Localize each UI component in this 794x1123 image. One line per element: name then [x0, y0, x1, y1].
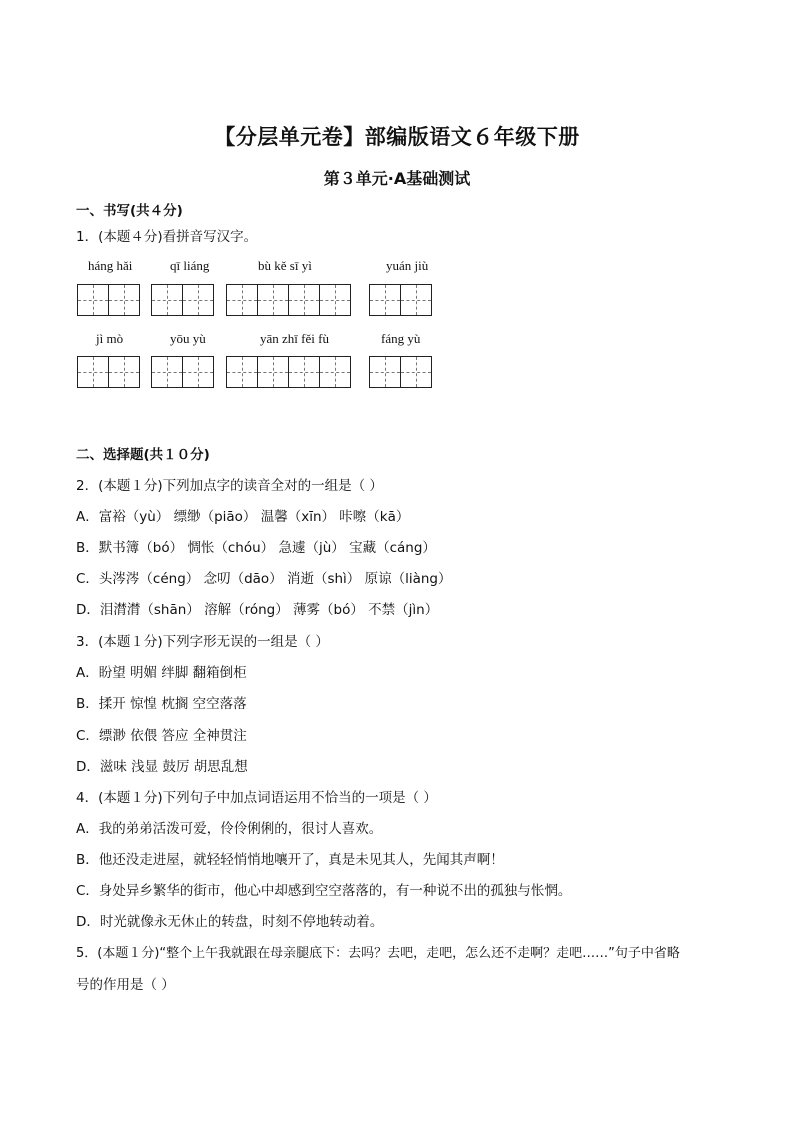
option-d: D．时光就像永无休止的转盘，时刻不停地转动着。: [76, 914, 384, 930]
writing-box[interactable]: [226, 284, 258, 316]
writing-box[interactable]: [319, 356, 351, 388]
writing-box[interactable]: [108, 284, 140, 316]
writing-box-group: [369, 284, 431, 316]
writing-box[interactable]: [151, 356, 183, 388]
writing-box[interactable]: [77, 356, 109, 388]
pinyin-label: yuán jiù: [386, 258, 429, 273]
section-heading-writing: 一、书写(共４分): [76, 203, 183, 219]
writing-box[interactable]: [400, 284, 432, 316]
option-a: A．盼望 明媚 绊脚 翻箱倒柜: [76, 665, 247, 681]
writing-box[interactable]: [226, 356, 258, 388]
question-5: 5．(本题１分)“整个上午我就跟在母亲腿底下：去吗？去吧，走吧，怎么还不走啊？走吧……”句子中省略: [76, 946, 680, 961]
pinyin-label: fáng yù: [381, 331, 421, 346]
writing-box-group: [77, 284, 139, 316]
option-b: B．他还没走进屋，就轻轻悄悄地嚷开了，真是未见其人，先闻其声啊！: [76, 852, 504, 868]
writing-box[interactable]: [108, 356, 140, 388]
writing-box[interactable]: [182, 284, 214, 316]
writing-box[interactable]: [257, 284, 289, 316]
pinyin-label: qī liáng: [170, 258, 210, 273]
option-b: B．揉开 惊惶 枕搁 空空落落: [76, 696, 247, 712]
writing-box[interactable]: [288, 356, 320, 388]
pinyin-label: bù kě sī yì: [258, 258, 312, 273]
option-d: D．泪潸潸（shān） 溶解（róng） 薄雾（bó） 不禁（jìn）: [76, 602, 439, 618]
section-heading-choice: 二、选择题(共１０分): [76, 447, 210, 463]
pinyin-label: háng hǎi: [88, 258, 133, 273]
writing-box-group: [77, 356, 139, 388]
writing-box[interactable]: [77, 284, 109, 316]
document-title: 【分层单元卷】部编版语文６年级下册: [214, 125, 580, 149]
writing-box[interactable]: [400, 356, 432, 388]
pinyin-label: yōu yù: [170, 331, 206, 346]
question-3: 3．(本题１分)下列字形无误的一组是（ ）: [76, 634, 329, 650]
writing-box[interactable]: [288, 284, 320, 316]
option-b: B．默书簿（bó） 惆怅（chóu） 急遽（jù） 宝藏（cáng）: [76, 540, 436, 556]
option-c: C．缥渺 依偎 答应 全神贯注: [76, 728, 247, 744]
writing-box[interactable]: [151, 284, 183, 316]
writing-box[interactable]: [369, 356, 401, 388]
writing-box-group: [226, 284, 350, 316]
option-c: C．头涔涔（céng） 念叨（dāo） 消逝（shì） 原谅（liàng）: [76, 571, 452, 587]
pinyin-label: jì mò: [96, 331, 124, 346]
option-c: C．身处异乡繁华的街市，他心中却感到空空落落的，有一种说不出的孤独与怅惘。: [76, 883, 572, 899]
option-a: A．富裕（yù） 缥缈（piāo） 温馨（xīn） 咔嚓（kā）: [76, 509, 410, 525]
writing-box-group: [226, 356, 350, 388]
writing-box-group: [151, 356, 213, 388]
writing-box[interactable]: [369, 284, 401, 316]
writing-box[interactable]: [319, 284, 351, 316]
question-1: 1．(本题４分)看拼音写汉字。: [76, 229, 258, 245]
writing-box-group: [151, 284, 213, 316]
question-4: 4．(本题１分)下列句子中加点词语运用不恰当的一项是（ ）: [76, 790, 437, 806]
question-2: 2．(本题１分)下列加点字的读音全对的一组是（ ）: [76, 478, 383, 494]
option-d: D．滋味 浅显 鼓厉 胡思乱想: [76, 759, 248, 775]
option-a: A．我的弟弟活泼可爱，伶伶俐俐的，很讨人喜欢。: [76, 821, 383, 837]
question-5-continued: 号的作用是（ ）: [76, 977, 175, 993]
writing-box[interactable]: [257, 356, 289, 388]
document-subtitle: 第３单元·A基础测试: [323, 169, 471, 188]
pinyin-label: yān zhī fěi fù: [260, 331, 329, 346]
writing-box[interactable]: [182, 356, 214, 388]
writing-box-group: [369, 356, 431, 388]
